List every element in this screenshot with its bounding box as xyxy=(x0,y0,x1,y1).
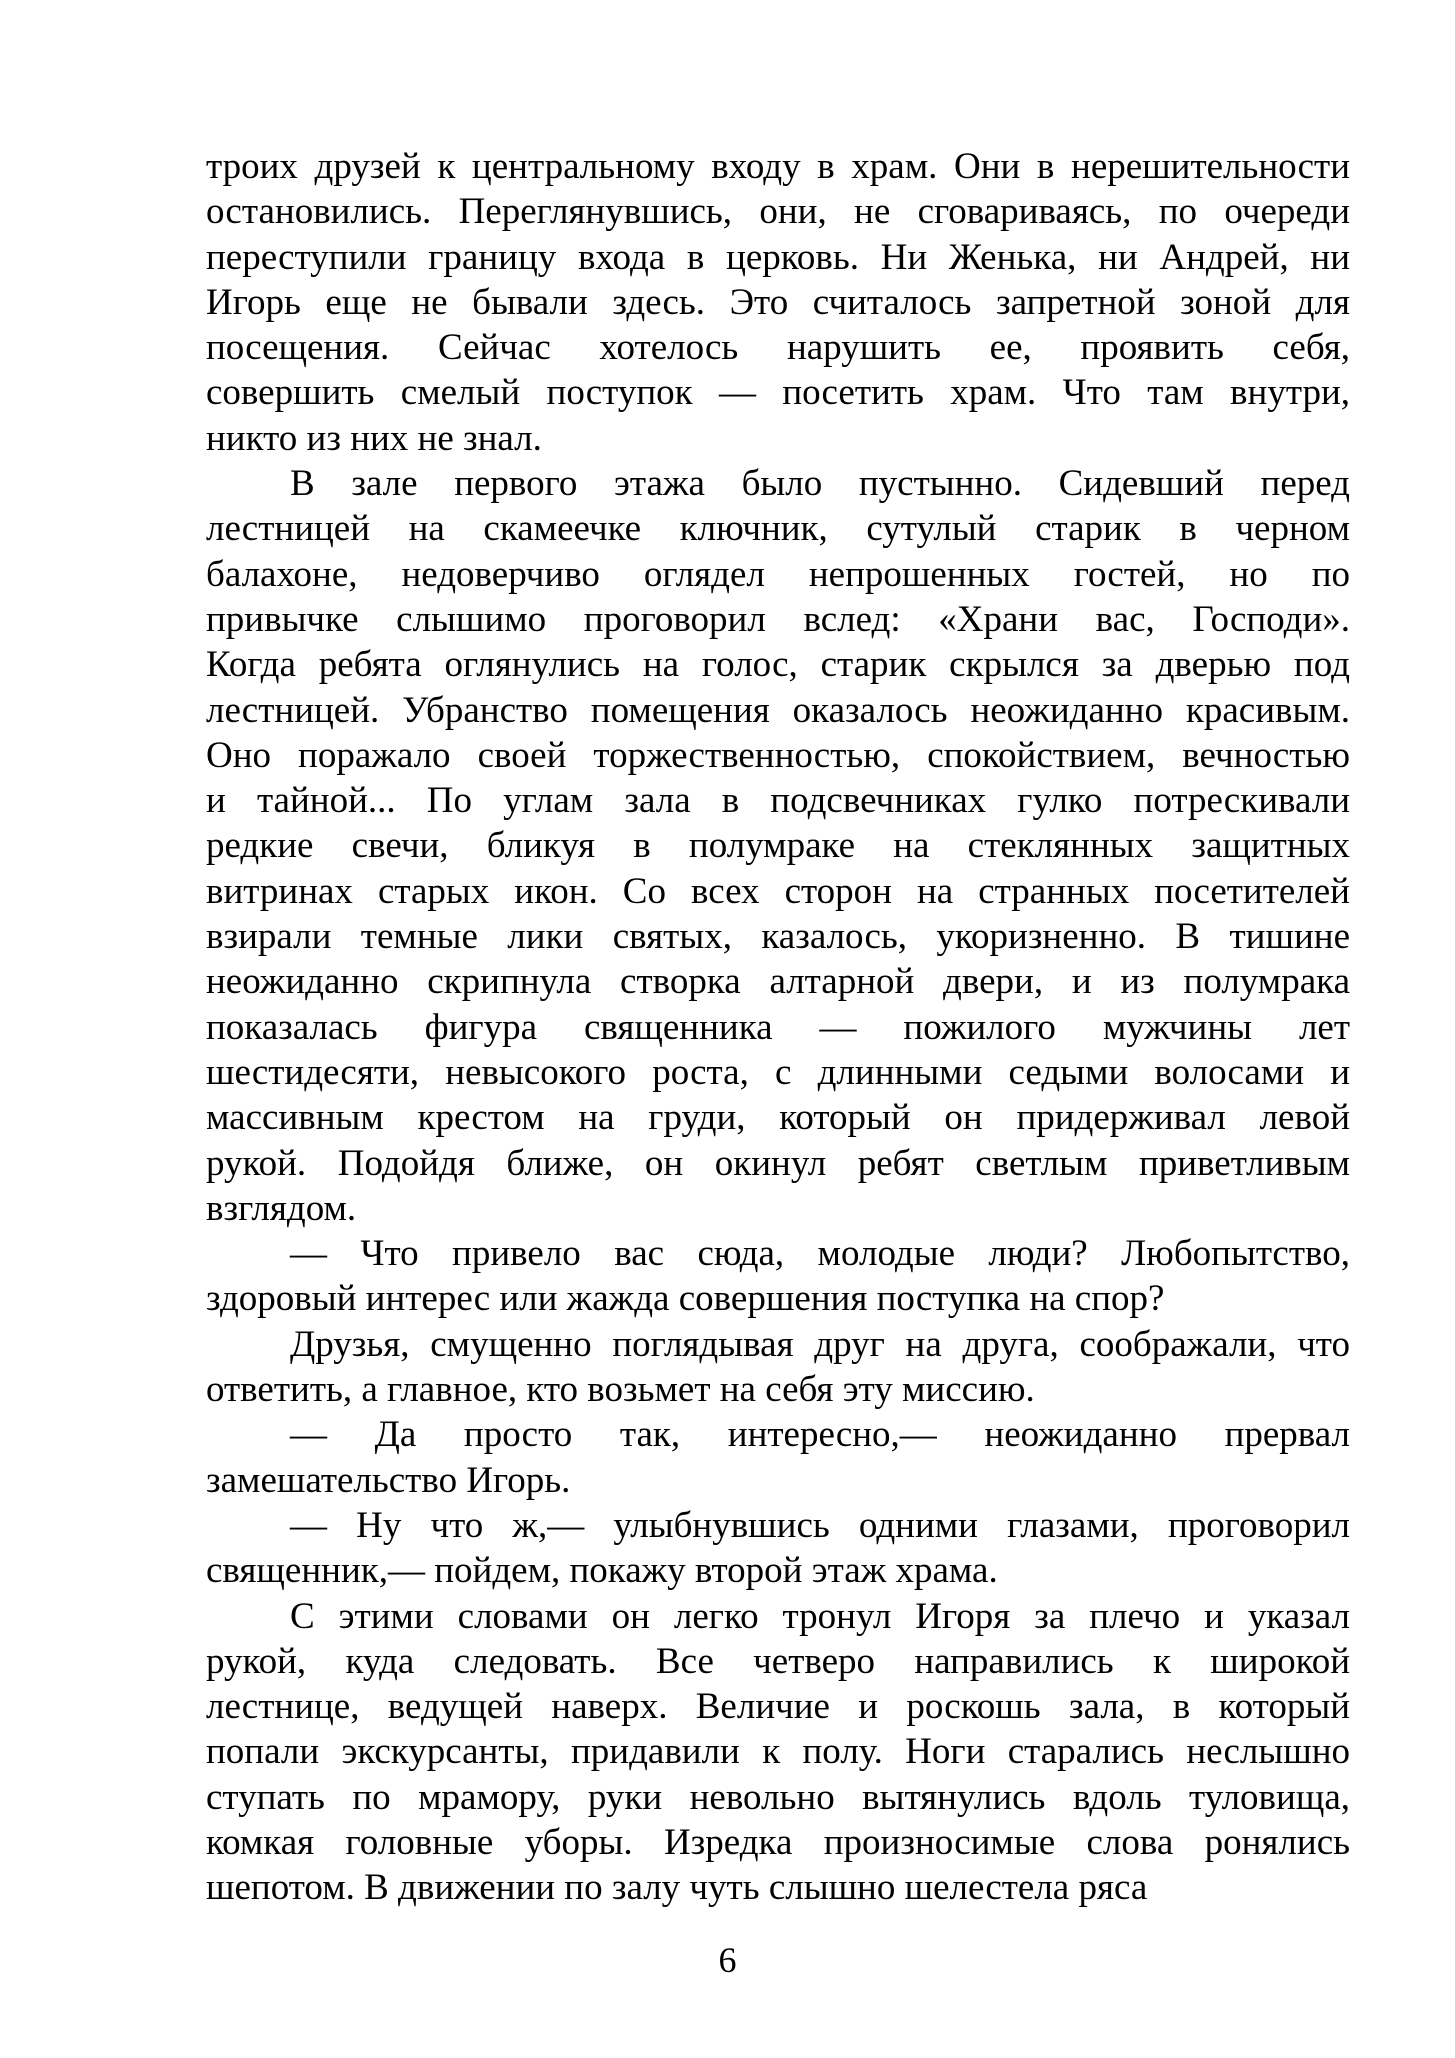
text-line: Оно поражало своей торжественностью, спокойствием, вечностью xyxy=(206,734,1350,776)
text-line: привычке слышимо проговорил вслед: «Храни вас, Господи». xyxy=(206,598,1350,640)
paragraph xyxy=(206,1231,1350,1322)
text-line: взглядом. xyxy=(206,1187,357,1229)
paragraph xyxy=(206,461,1350,1231)
text-line: лестницей. Убранство помещения оказалось неожиданно красивым. xyxy=(206,689,1350,731)
text-line: троих друзей к центральному входу в храм. Они в нерешительности xyxy=(206,146,1350,187)
text-line: балахоне, недоверчиво оглядел непрошенных гостей, но по xyxy=(206,553,1350,595)
text-line: здоровый интерес или жажда совершения поступка на спор? xyxy=(206,1278,1165,1320)
text-line: Друзья, смущенно поглядывая друг на друга, соображали, что xyxy=(290,1323,1350,1365)
text-line: священник,— пойдем, покажу второй этаж храма. xyxy=(206,1550,998,1592)
text-line: лестнице, ведущей наверх. Величие и роскошь зала, в который xyxy=(206,1686,1350,1728)
paragraph xyxy=(206,144,1350,461)
page-number: 6 xyxy=(718,1940,737,1980)
text-line: замешательство Игорь. xyxy=(206,1459,571,1501)
text-line: неожиданно скрипнула створка алтарной двери, и из полумрака xyxy=(206,961,1350,1003)
text-line: и тайной... По углам зала в подсвечниках гулко потрескивали xyxy=(206,780,1350,822)
paragraph xyxy=(206,1594,1350,1911)
text-line: — Что привело вас сюда, молодые люди? Любопытство, xyxy=(290,1233,1350,1275)
text-line: показалась фигура священника — пожилого мужчины лет xyxy=(206,1006,1350,1048)
text-line: — Да просто так, интересно,— неожиданно прервал xyxy=(290,1414,1350,1456)
text-line: рукой. Подойдя ближе, он окинул ребят светлым приветливым xyxy=(206,1142,1350,1184)
text-line: шестидесяти, невысокого роста, с длинными седыми волосами и xyxy=(206,1051,1350,1093)
text-line: попали экскурсанты, придавили к полу. Ноги старались неслышно xyxy=(206,1731,1350,1773)
text-line: комкая головные уборы. Изредка произносимые слова ронялись xyxy=(206,1821,1350,1863)
text-line: витринах старых икон. Со всех сторон на странных посетителей xyxy=(206,870,1350,912)
text-line: В зале первого этажа было пустынно. Сидевший перед xyxy=(290,463,1350,505)
paragraph xyxy=(206,1322,1350,1413)
text-line: С этими словами он легко тронул Игоря за плечо и указал xyxy=(290,1595,1350,1637)
text-line: — Ну что ж,— улыбнувшись одними глазами, проговорил xyxy=(290,1504,1350,1546)
text-line: взирали темные лики святых, казалось, укоризненно. В тишине xyxy=(206,916,1350,958)
text-line: лестницей на скамеечке ключник, сутулый старик в черном xyxy=(206,508,1350,550)
paragraph xyxy=(206,1412,1350,1503)
paragraph xyxy=(206,1503,1350,1594)
text-line: Игорь еще не бывали здесь. Это считалось запретной зоной для xyxy=(206,281,1350,323)
text-line: никто из них не знал. xyxy=(206,417,542,459)
text-line: посещения. Сейчас хотелось нарушить ее, проявить себя, xyxy=(206,327,1350,369)
text-line: редкие свечи, бликуя в полумраке на стеклянных защитных xyxy=(206,825,1350,867)
text-line: Когда ребята оглянулись на голос, старик скрылся за дверью под xyxy=(206,644,1350,686)
text-line: остановились. Переглянувшись, они, не сговариваясь, по очереди xyxy=(206,191,1350,233)
text-line: рукой, куда следовать. Все четверо направились к широкой xyxy=(206,1640,1350,1682)
page-text xyxy=(206,144,1350,1911)
text-line: ступать по мрамору, руки невольно вытянулись вдоль туловища, xyxy=(206,1776,1350,1818)
text-line: ответить, а главное, кто возьмет на себя эту миссию. xyxy=(206,1369,1035,1411)
text-line: переступили границу входа в церковь. Ни Женька, ни Андрей, ни xyxy=(206,236,1350,278)
text-line: массивным крестом на груди, который он придерживал левой xyxy=(206,1097,1350,1139)
text-line: совершить смелый поступок — посетить храм. Что там внутри, xyxy=(206,372,1350,414)
text-line: шепотом. В движении по залу чуть слышно шелестела ряса xyxy=(206,1867,1148,1909)
